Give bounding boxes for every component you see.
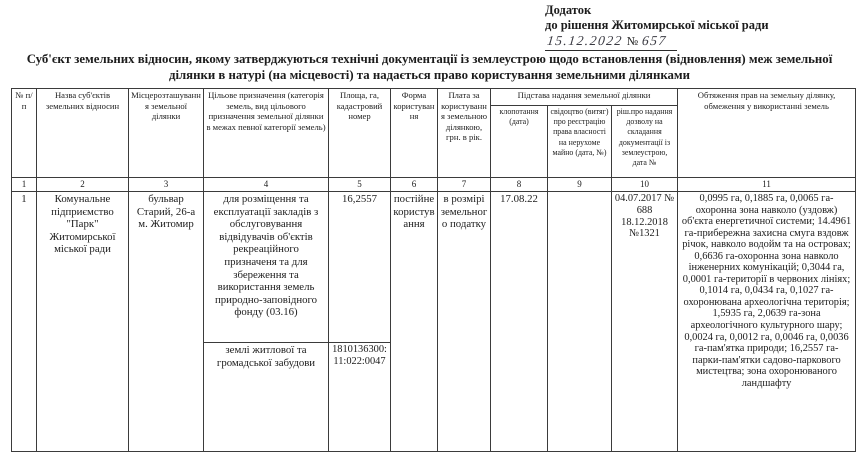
cell-payment: в розмірі земельного податку [438,192,491,452]
number-sign: № [626,34,639,48]
header-col-encumbrances: Обтяження прав на земельну ділянку, обмеження у використанні земель [678,89,856,178]
col-number: 8 [491,178,548,192]
col-number: 7 [438,178,491,192]
col-number: 2 [37,178,129,192]
header-col-certificate: свідоцтво (витяг) про реєстрацію права власності на нерухоме майно (дата, №) [548,106,612,178]
header-col-use-form: Форма користування [391,89,438,178]
cell-location: бульвар Старий, 26-а м. Житомир [129,192,204,452]
annex-label: Додаток [545,3,592,17]
header-col-location: Місцерозташування земельної ділянки [129,89,204,178]
col-number: 5 [329,178,391,192]
column-number-row [12,178,856,192]
cell-purpose-secondary: землі житлової та громадської забудови [204,343,329,452]
cell-area: 16,2557 [329,192,391,343]
col-number: 4 [204,178,329,192]
cell-row-number: 1 [12,192,37,452]
cell-decision: 04.07.2017 № 688 18.12.2018 №1321 [612,192,678,452]
header-col-purpose: Цільове призначення (категорія земель, вид цільового призначення земельної ділянки в межах певної категорії земель) [204,89,329,178]
cell-certificate [548,192,612,452]
cell-encumbrances: 0,0995 га, 0,1885 га, 0,0065 га-охоронна зона навколо (уздовж) об'єкта енергетичної системи; 14.4961 га-прибережна захисна смуга вздовж річок, навколо водойм та на островах; 0,6636 га-охоронна зона навколо інженерних комунікацій; 0,3044 га, 0,0001 га-території в червоних лініях; 0,1014 га, 0,0434 га, 0,1027 га-охоронювана археологічна територія; 1,5935 га, 2,0639 га-зона археологічного культурного шару; 0,0024 га, 0,0012 га, 0,0046 га, 0,0036 га-пам'ятка природи; 16,2557 га-парки-пам'ятки садово-паркового мистецтва; зона охоронюваного ландшафту [678,192,856,452]
col-number: 6 [391,178,438,192]
annex-decision-line: до рішення Житомирської міської ради [545,17,769,32]
document-title: Суб'єкт земельних відносин, якому затверджуються технічні документації із землеустрою щодо встановлення (відновлення) меж земельної ділянки в натурі (на місцевості) та надається право користування земельними ділянками [26,52,833,82]
annex-block [545,3,769,51]
header-col-area: Площа, га, кадастровий номер [329,89,391,178]
cell-cadastral-number: 1810136300:11:022:0047 [329,343,391,452]
col-number: 3 [129,178,204,192]
col-number: 11 [678,178,856,192]
header-group-basis: Підстава надання земельної ділянки [491,89,678,106]
data-row [12,192,856,343]
cell-use-form: постійне користування [391,192,438,452]
cell-purpose-main: для розміщення та експлуатації закладів з обслуговування відвідувачів об'єктів рекреаційного призначеня та для збереження та використання земель природно-заповідного фонду (03.16) [204,192,329,343]
header-row-top [12,89,856,106]
header-col-decision: ріш.про надання дозволу на складання документації із землеустрою, дата № [612,106,678,178]
header-col-payment: Плата за користування земельною ділянкою, грн. в рік. [438,89,491,178]
cell-petition-date: 17.08.22 [491,192,548,452]
handwritten-number: 657 [641,33,668,48]
land-plots-table [11,88,856,452]
annex-date-number-line [545,34,677,51]
header-col-petition: клопотання (дата) [491,106,548,178]
cell-subject-name: Комунальне підприємство "Парк" Житомирської міської ради [37,192,129,452]
header-col-num: № п/п [12,89,37,178]
col-number: 1 [12,178,37,192]
header-col-name: Назва суб'єктів земельних відносин [37,89,129,178]
col-number: 9 [548,178,612,192]
handwritten-date: 15.12.2022 [546,33,624,48]
col-number: 10 [612,178,678,192]
